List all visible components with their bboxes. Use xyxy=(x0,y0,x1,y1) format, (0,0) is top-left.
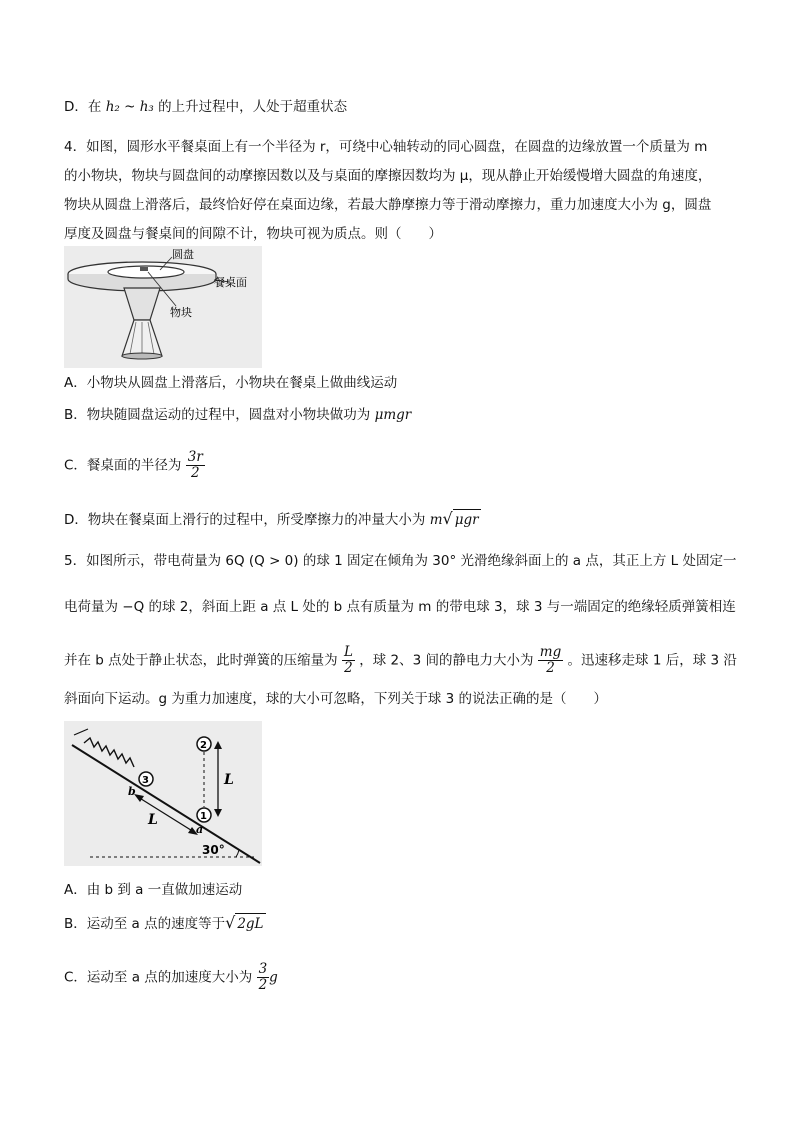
q4-label-disc: 圆盘 xyxy=(172,248,194,261)
q4-table-drawing xyxy=(64,246,262,368)
q4-option-c-fraction xyxy=(186,450,205,481)
q5-f1-num: L xyxy=(343,644,353,660)
q4-stem-line-4: 厚度及圆盘与餐桌间的间隙不计，物块可视为质点。则（ ） xyxy=(64,226,442,242)
q4-option-d-text: D．物块在餐桌面上滑行的过程中，所受摩擦力的冲量大小为 xyxy=(64,512,426,528)
q5-stem-line-1: 5．如图所示，带电荷量为 6Q (Q > 0) 的球 1 固定在倾角为 30° 光滑绝缘斜面上的 a 点，其正上方 L 处固定一 xyxy=(64,553,737,569)
q4-option-d xyxy=(64,509,481,530)
q3-option-d xyxy=(64,97,347,117)
q4-option-d-math-pre: m xyxy=(429,512,443,528)
q4-option-a: A．小物块从圆盘上滑落后，小物块在餐桌上做曲线运动 xyxy=(64,375,398,391)
q5-line3-mid: ，球 2、3 间的静电力大小为 xyxy=(359,652,534,669)
q4-option-d-radicand: μgr xyxy=(453,509,481,530)
q5-line3-post: 。迅速移走球 1 后，球 3 沿 xyxy=(567,652,737,669)
q4-stem-line-3: 物块从圆盘上滑落后，最终恰好停在桌面边缘，若最大静摩擦力等于滑动摩擦力，重力加速度大小为 g，圆盘 xyxy=(64,197,712,213)
q5-incline-figure xyxy=(64,721,262,866)
q5-point-a-label: a xyxy=(196,823,204,836)
q5-force-fraction xyxy=(538,645,563,676)
q5-option-c xyxy=(64,962,278,993)
q4-option-c-den: 2 xyxy=(190,465,200,481)
q5-option-b xyxy=(64,913,266,934)
q4-option-b xyxy=(64,405,411,425)
q5-incline-drawing xyxy=(64,721,262,866)
q5-line3-pre: 并在 b 点处于静止状态，此时弹簧的压缩量为 xyxy=(64,652,338,669)
q4-option-b-math: μmgr xyxy=(374,407,412,423)
q5-ball-2-label: 2 xyxy=(200,740,207,751)
q5-slope-l-label: L xyxy=(148,812,158,828)
q3-option-d-label: D．在 xyxy=(64,99,102,115)
q5-f2-num: mg xyxy=(539,644,562,660)
q4-option-c-text: C．餐桌面的半径为 xyxy=(64,457,182,474)
q4-stem-line-2: 的小物块，物块与圆盘间的动摩擦因数以及与桌面的摩擦因数均为 μ，现从静止开始缓慢增大圆盘的角速度， xyxy=(64,168,712,184)
q5-ball-3-label: 3 xyxy=(142,775,149,786)
q5-option-c-text: C．运动至 a 点的加速度大小为 xyxy=(64,969,253,986)
q5-vertical-l-label: L xyxy=(224,772,234,788)
q5-f1-den: 2 xyxy=(344,660,353,676)
q5-option-a: A．由 b 到 a 一直做加速运动 xyxy=(64,882,243,898)
q5-option-b-radicand: 2gL xyxy=(235,913,265,934)
q3-option-d-math: h₂ ~ h₃ xyxy=(105,99,154,115)
q5-stem-line-2: 电荷量为 −Q 的球 2，斜面上距 a 点 L 处的 b 点有质量为 m 的带电球 3，球 3 与一端固定的绝缘轻质弹簧相连 xyxy=(64,599,736,615)
q4-label-block: 物块 xyxy=(170,306,192,319)
q5-stem-line-4: 斜面向下运动。g 为重力加速度，球的大小可忽略，下列关于球 3 的说法正确的是（ ） xyxy=(64,691,608,707)
q5-point-b-label: b xyxy=(128,785,136,798)
q4-stem-line-1: 4．如图，圆形水平餐桌面上有一个半径为 r，可绕中心轴转动的同心圆盘，在圆盘的边缘放置一个质量为 m xyxy=(64,139,708,155)
q4-option-b-text: B．物块随圆盘运动的过程中，圆盘对小物块做功为 xyxy=(64,407,371,423)
q5-option-c-tail: g xyxy=(269,969,278,986)
q5-option-c-fraction xyxy=(257,962,270,993)
q5-f2-den: 2 xyxy=(546,660,555,676)
q3-option-d-tail: 的上升过程中，人处于超重状态 xyxy=(158,99,348,115)
q5-option-b-text: B．运动至 a 点的速度等于 xyxy=(64,916,226,932)
q4-option-c-num: 3r xyxy=(187,449,203,465)
q5-option-c-den: 2 xyxy=(258,977,268,993)
q5-angle-label: 30° xyxy=(202,843,225,857)
q5-stem-line-3 xyxy=(64,645,737,676)
q5-compression-fraction xyxy=(342,645,355,676)
q4-option-c xyxy=(64,450,205,481)
q4-label-table: 餐桌面 xyxy=(214,276,247,289)
q5-option-c-num: 3 xyxy=(258,961,268,977)
q4-table-figure xyxy=(64,246,262,368)
sqrt-icon: √ xyxy=(442,509,453,528)
sqrt-icon: √ xyxy=(225,913,236,932)
q5-ball-1-label: 1 xyxy=(200,811,207,822)
